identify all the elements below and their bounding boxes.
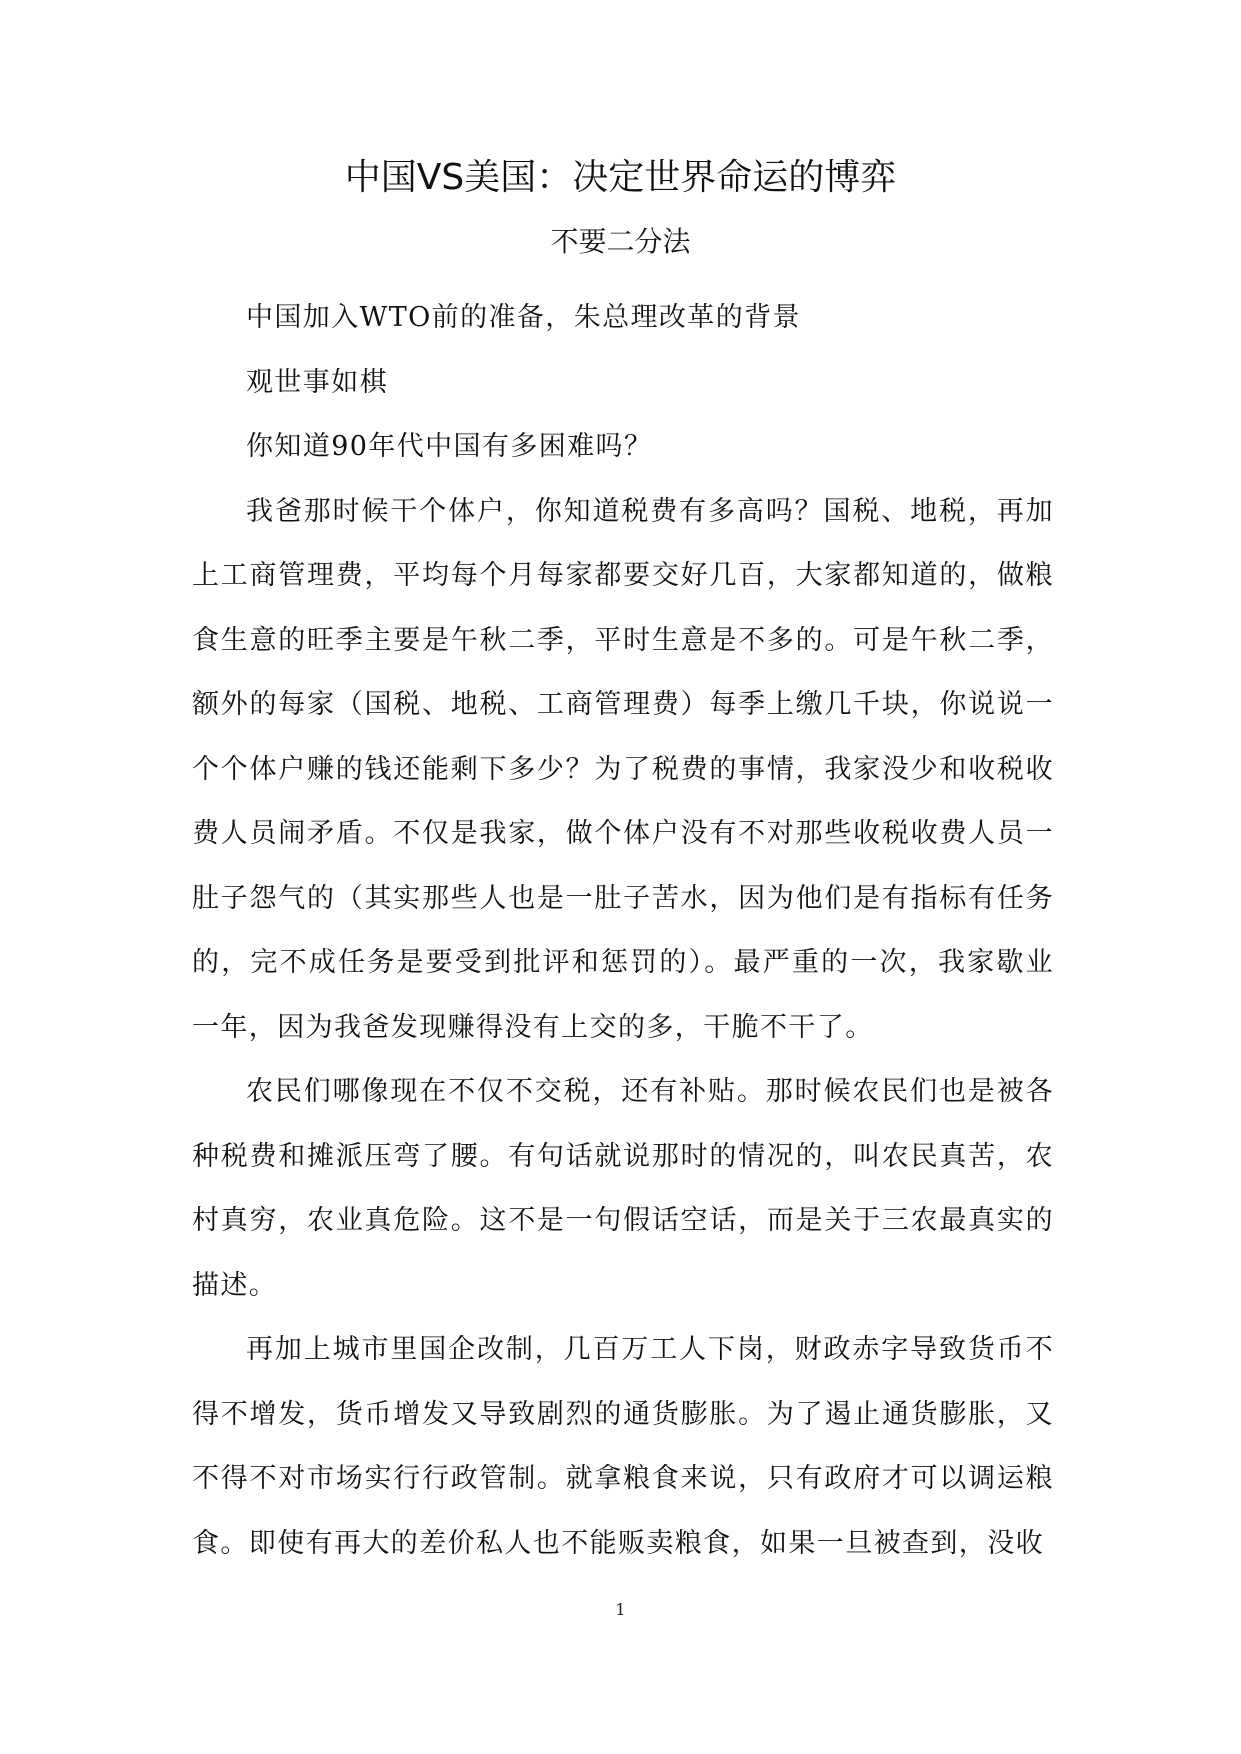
paragraph: 农民们哪像现在不仅不交税，还有补贴。那时候农民们也是被各种税费和摊派压弯了腰。有句话就说那时的情况的，叫农民真苦，农村真穷，农业真危险。这不是一句假话空话，而是关于三农最真实的描述。 [192,1076,1054,1301]
paragraph: 再加上城市里国企改制，几百万工人下岗，财政赤字导致货币不得不增发，货币增发又导致剧烈的通货膨胀。为了遏止通货膨胀，又不得不对市场实行行政管制。就拿粮食来说，只有政府才可以调运粮食。即使有再大的差价私人也不能贩卖粮食，如果一旦被查到，没收 [192,1334,1054,1559]
document-subtitle: 不要二分法 [550,225,691,258]
page-number: 1 [615,1600,626,1619]
document-title: 中国VS美国：决定世界命运的博弈 [344,157,897,198]
paragraph: 观世事如棋 [246,366,388,398]
paragraph: 我爸那时候干个体户，你知道税费有多高吗？国税、地税，再加上工商管理费，平均每个月每家都要交好几百，大家都知道的，做粮食生意的旺季主要是午秋二季，平时生意是不多的。可是午秋二季，额外的每家（国税、地税、工商管理费）每季上缴几千块，你说说一个个体户赚的钱还能剩下多少？为了税费的事情，我家没少和收税收费人员闹矛盾。不仅是我家，做个体户没有不对那些收税收费人员一肚子怨气的（其实那些人也是一肚子苦水，因为他们是有指标有任务的，完不成任务是要受到批评和惩罚的）。最严重的一次，我家歇业一年，因为我爸发现赚得没有上交的多，干脆不干了。 [192,495,1054,1043]
paragraph: 中国加入WTO前的准备，朱总理改革的背景 [246,302,801,333]
document-body [192,286,1054,1576]
paragraph: 你知道90年代中国有多困难吗？ [246,431,653,462]
